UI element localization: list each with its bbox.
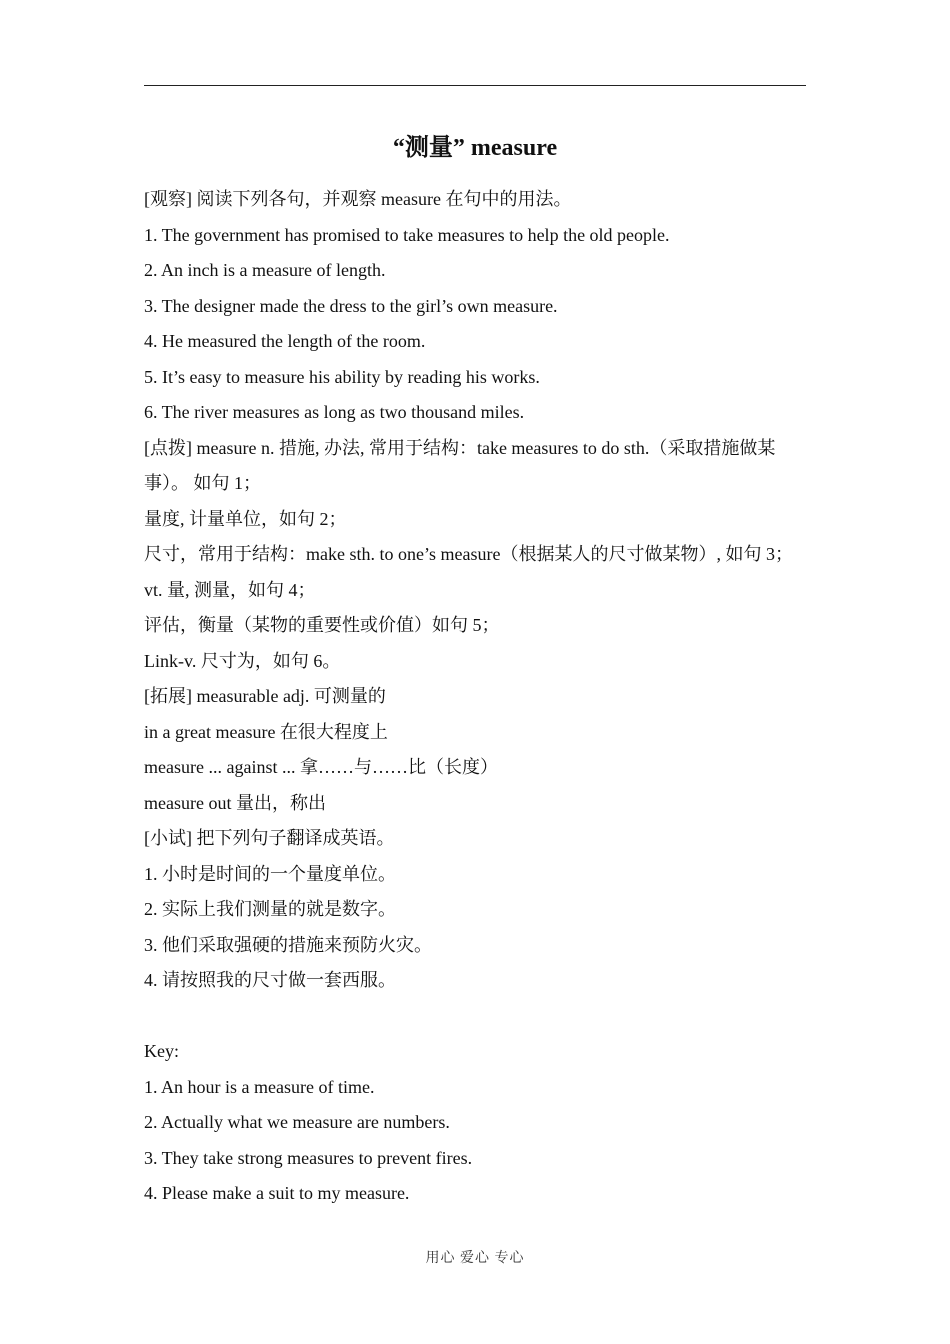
exercise-item-3: 3. 他们采取强硬的措施来预防火灾。 — [144, 934, 432, 955]
exercise-intro: [小试] 把下列句子翻译成英语。 — [144, 828, 395, 848]
key-answer-2: 2. Actually what we measure are numbers. — [144, 1112, 450, 1132]
tip-line-4: vt. 量, 测量，如句 4； — [144, 579, 316, 600]
key-answer-1: 1. An hour is a measure of time. — [144, 1076, 375, 1097]
exercise-item-2: 2. 实际上我们测量的就是数字。 — [144, 899, 396, 919]
extend-line-4: measure out 量出，称出 — [144, 792, 326, 813]
header-rule — [144, 85, 806, 86]
observe-intro: [观察] 阅读下列各句，并观察 measure 在句中的用法。 — [144, 189, 572, 209]
example-sentence-3: 3. The designer made the dress to the girl’s own measure. — [144, 295, 558, 316]
page-title: “测量” measure — [392, 135, 558, 161]
example-sentence-2: 2. An inch is a measure of length. — [144, 260, 386, 280]
tip-line-6: Link-v. 尺寸为，如句 6。 — [144, 650, 341, 671]
extend-line-1: [拓展] measurable adj. 可测量的 — [144, 686, 386, 706]
extend-line-2: in a great measure 在很大程度上 — [144, 721, 388, 742]
key-answer-4: 4. Please make a suit to my measure. — [144, 1183, 410, 1203]
tip-line-2: 量度, 计量单位，如句 2； — [144, 508, 347, 529]
key-label: Key: — [144, 1041, 179, 1061]
example-sentence-4: 4. He measured the length of the room. — [144, 331, 426, 351]
page-footer: 用心 爱心 专心 — [425, 1251, 525, 1266]
key-answer-3: 3. They take strong measures to prevent fires. — [144, 1147, 473, 1168]
tip-line-1: [点拨] measure n. 措施, 办法, 常用于结构：take measures to do sth.（采取措施做某事）。 如句 1； — [144, 437, 776, 493]
exercise-item-4: 4. 请按照我的尺寸做一套西服。 — [144, 970, 396, 990]
example-sentence-1: 1. The government has promised to take measures to help the old people. — [144, 224, 670, 245]
document-body — [144, 182, 812, 1212]
extend-line-3: measure ... against ... 拿……与……比（长度） — [144, 757, 498, 777]
example-sentence-5: 5. It’s easy to measure his ability by reading his works. — [144, 366, 540, 387]
blank-line — [144, 999, 812, 1035]
exercise-item-1: 1. 小时是时间的一个量度单位。 — [144, 863, 396, 884]
tip-line-3: 尺寸，常用于结构：make sth. to one’s measure（根据某人的尺寸做某物）, 如句 3； — [144, 544, 793, 564]
tip-line-5: 评估，衡量（某物的重要性或价值）如句 5； — [144, 615, 500, 635]
example-sentence-6: 6. The river measures as long as two thousand miles. — [144, 402, 525, 422]
